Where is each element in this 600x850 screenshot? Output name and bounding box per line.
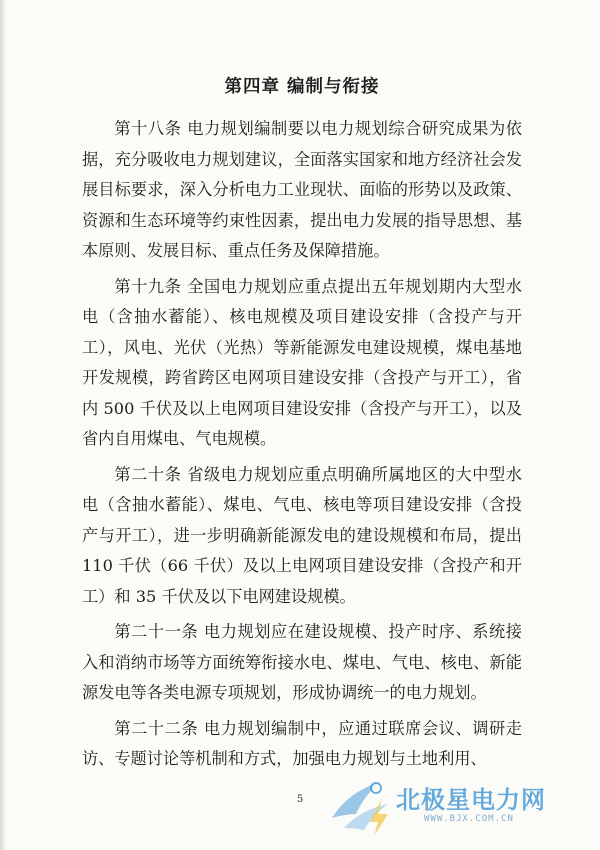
watermark xyxy=(326,774,588,840)
document-body xyxy=(82,74,522,780)
watermark-url: WWW.BJX.COM.CN xyxy=(424,814,514,824)
page-number: 5 xyxy=(296,794,304,805)
scan-shadow xyxy=(0,0,6,850)
article-18: 第十八条 电力规划编制要以电力规划综合研究成果为依据，充分吸收电力规划建议，全面落实国家和地方经济社会发展目标要求，深入分析电力工业现状、面临的形势以及政策、资源和生态环境等约束性因素，提出电力发展的指导思想、基本原则、发展目标、重点任务及保障措施。 xyxy=(82,119,522,260)
article-20: 第二十条 省级电力规划应重点明确所属地区的大中型水电（含抽水蓄能）、煤电、气电、核电等项目建设安排（含投产与开工），进一步明确新能源发电的建设规模和布局，提出 110 千伏（66 千伏）及以上电网项目建设安排（含投产和开工）和 35 千伏及以下电网建设规模。 xyxy=(82,464,522,606)
article-21: 第二十一条 电力规划应在建设规模、投产时序、系统接入和消纳市场等方面统筹衔接水电、煤电、气电、核电、新能源发电等各类电源专项规划，形成协调统一的电力规划。 xyxy=(82,622,522,702)
chapter-title: 第四章 编制与衔接 xyxy=(224,77,380,97)
article-22: 第二十二条 电力规划编制中，应通过联席会议、调研走访、专题讨论等机制和方式，加强电力规划与土地利用、 xyxy=(82,718,522,768)
article-19: 第十九条 全国电力规划应重点提出五年规划期内大型水电（含抽水蓄能）、核电规模及项目建设安排（含投产与开工），风电、光伏（光热）等新能源发电建设规模，煤电基地开发规模，跨省跨区电网项目建设安排（含投产与开工），省内 500 千伏及以上电网项目建设安排（含投产与开工），以及省内自用煤电、气电规模。 xyxy=(82,276,522,448)
bjx-logo-icon xyxy=(326,774,396,840)
watermark-name: 北极星电力网 xyxy=(396,786,546,814)
